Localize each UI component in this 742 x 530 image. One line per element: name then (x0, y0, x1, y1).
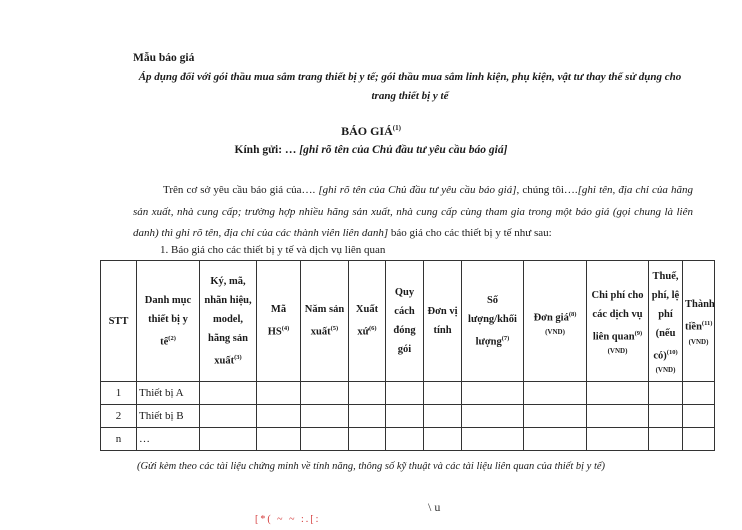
header-quy-cach: Quy cách đóng gói (386, 261, 424, 382)
header-thue-phi-unit: (VND) (655, 366, 676, 375)
body-part-5: báo giá cho các thiết bị y tế như sau: (388, 227, 552, 239)
empty-cell (462, 405, 524, 428)
empty-cell (683, 428, 715, 451)
header-nam-sx (301, 261, 349, 382)
empty-cell (462, 382, 524, 405)
header-xuat-xu-note: (6) (368, 325, 377, 333)
document-subtitle: Áp dụng đối với gói thầu mua sắm trang thiết bị y tế; gói thầu mua sắm linh kiện, phụ kiện, vật tư thay thế sử dụng cho trang thiết bị y tế (138, 71, 682, 102)
header-so-luong-label: Số lượng/khối lượng (468, 294, 517, 348)
header-stt: STT (101, 261, 137, 382)
header-chi-phi-note: (9) (634, 329, 643, 337)
header-chi-phi-label: Chi phí cho các dịch vụ liên quan (591, 289, 644, 343)
empty-cell (424, 428, 462, 451)
addressee-placeholder: [ghi rõ tên của Chủ đầu tư yêu cầu báo giá] (299, 144, 508, 156)
header-danh-muc (137, 261, 200, 382)
body-paragraph (133, 180, 693, 245)
table-header-row (101, 261, 715, 382)
section-heading: 1. Báo giá cho các thiết bị y tế và dịch vụ liên quan (160, 244, 386, 256)
empty-cell (200, 382, 257, 405)
title-note: (1) (392, 124, 401, 132)
empty-cell (683, 382, 715, 405)
header-ma-hs-label: Mã HS (267, 304, 287, 338)
header-don-gia (524, 261, 587, 382)
empty-cell (386, 405, 424, 428)
title-text: BÁO GIÁ (341, 124, 393, 138)
empty-cell (386, 382, 424, 405)
header-thue-phi-label: Thuế, phí, lệ phí (nếu có) (651, 270, 680, 362)
table-row (101, 428, 715, 451)
empty-cell (649, 428, 683, 451)
header-thue-phi-note: (10) (666, 348, 678, 356)
header-don-gia-unit: (VND) (545, 328, 565, 337)
stamp-fragment: [*( ~ ~ :.[: (255, 514, 321, 525)
row-device-name: Thiết bị A (137, 382, 200, 405)
empty-cell (301, 382, 349, 405)
empty-cell (349, 428, 386, 451)
header-ky-ma-note: (3) (234, 353, 242, 361)
empty-cell (524, 382, 587, 405)
empty-cell (349, 382, 386, 405)
empty-cell (649, 382, 683, 405)
header-ma-hs-note: (4) (281, 325, 290, 333)
empty-cell (349, 405, 386, 428)
empty-cell (257, 382, 301, 405)
header-danh-muc-label: Danh mục thiết bị y tế (144, 294, 192, 348)
header-don-gia-label: Đơn giá (533, 312, 569, 324)
header-so-luong-note: (7) (501, 334, 510, 342)
header-chi-phi (587, 261, 649, 382)
empty-cell (587, 428, 649, 451)
header-ky-ma-label: Ký, mã, nhãn hiệu, model, hãng sản xuất (204, 275, 252, 367)
body-part-1: Trên cơ sở yêu cầu báo giá của…. (163, 184, 319, 196)
table-row (101, 405, 715, 428)
empty-cell (524, 405, 587, 428)
header-thanh-tien-label: Thành tiền (685, 299, 715, 333)
body-part-3: , chúng tôi…. (516, 184, 578, 196)
empty-cell (386, 428, 424, 451)
empty-cell (200, 405, 257, 428)
form-label: Mẫu báo giá (133, 52, 195, 64)
header-thanh-tien-unit: (VND) (688, 337, 709, 346)
header-thue-phi (649, 261, 683, 382)
empty-cell (424, 405, 462, 428)
addressee-prefix: Kính gửi: … (234, 144, 297, 156)
empty-cell (524, 428, 587, 451)
document-title (0, 124, 742, 139)
header-nam-sx-note: (5) (330, 325, 339, 333)
header-chi-phi-unit: (VND) (607, 347, 628, 356)
header-xuat-xu (349, 261, 386, 382)
empty-cell (683, 405, 715, 428)
header-ma-hs (257, 261, 301, 382)
empty-cell (587, 405, 649, 428)
body-part-4: [ghi tên, địa chỉ của hãng sản xuất, nhà cung cấp; trường hợp nhiều hãng sản xuất, nhà cung cấp cùng tham gia trong một báo giá (gọi chung là liên danh) thì ghi rõ tên, địa chỉ của các thành viên liên danh] (133, 184, 693, 239)
row-device-name: Thiết bị B (137, 405, 200, 428)
empty-cell (257, 405, 301, 428)
header-so-luong (462, 261, 524, 382)
scan-mark: \ u (428, 500, 441, 514)
empty-cell (200, 428, 257, 451)
body-part-2: [ghi rõ tên của Chủ đầu tư yêu cầu báo giá] (318, 184, 517, 196)
header-danh-muc-note: (2) (168, 334, 176, 342)
addressee-line (0, 144, 742, 156)
header-don-gia-note: (8) (568, 310, 577, 318)
empty-cell (462, 428, 524, 451)
row-stt: 2 (101, 405, 137, 428)
row-stt: n (101, 428, 137, 451)
quote-table (100, 260, 715, 451)
header-thanh-tien (683, 261, 715, 382)
header-nam-sx-label: Năm sản xuất (304, 304, 345, 338)
header-xuat-xu-label: Xuất xứ (355, 304, 379, 338)
table-row (101, 382, 715, 405)
row-stt: 1 (101, 382, 137, 405)
empty-cell (301, 405, 349, 428)
row-device-name: … (137, 428, 200, 451)
empty-cell (301, 428, 349, 451)
header-don-vi: Đơn vị tính (424, 261, 462, 382)
empty-cell (649, 405, 683, 428)
empty-cell (587, 382, 649, 405)
header-thanh-tien-note: (11) (701, 320, 713, 328)
empty-cell (257, 428, 301, 451)
header-ky-ma (200, 261, 257, 382)
empty-cell (424, 382, 462, 405)
footnote: (Gửi kèm theo các tài liệu chứng minh về tính năng, thông số kỹ thuật và các tài liệu liên quan của thiết bị y tế) (136, 461, 606, 472)
